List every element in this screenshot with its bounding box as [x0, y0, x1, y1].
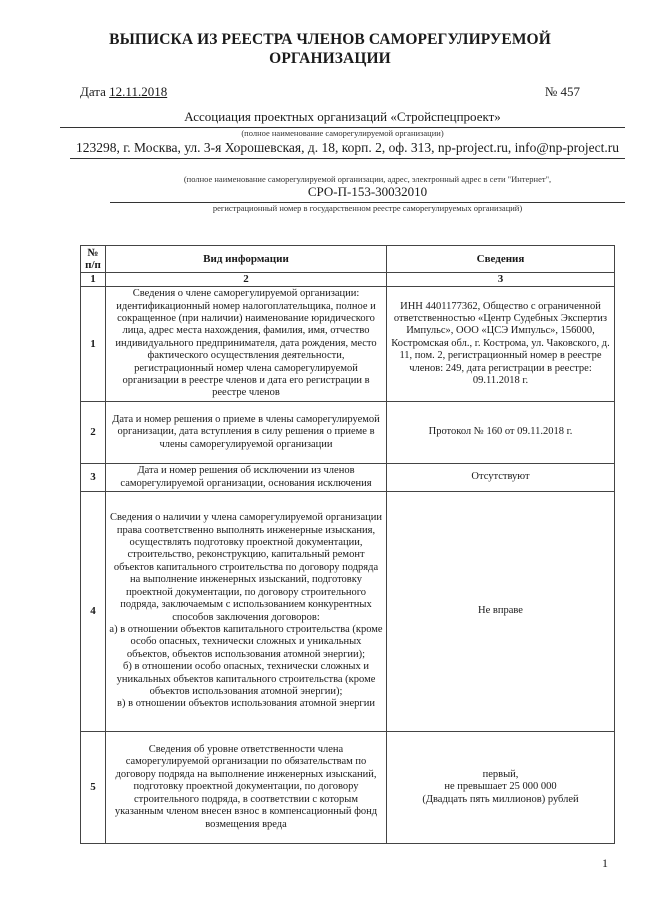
- table-header-row: [81, 246, 615, 273]
- row-info-a: а) в отношении объектов капитального строительства (кроме особо опасных, технически сложных и уникальных объектов, объектов использования атомной энергии);: [109, 623, 383, 660]
- row-info-b: б) в отношении особо опасных, технически сложных и уникальных объектов капитального строительства (кроме объектов использования атомной энергии);: [116, 661, 376, 697]
- org-name-caption: (полное наименование саморегулируемой организации): [241, 128, 444, 138]
- row-value: ИНН 4401177362, Общество с ограниченной ответственностью «Центр Судебных Экспертиз Импульс», ООО «ЦСЭ Импульс», 156000, Костромская обл., г. Кострома, ул. Чаковского, д. 11, пом. 2, регистрационный номер в реестре членов: 249, дата регистрации в реестре: 09.11.2018 г.: [387, 287, 615, 402]
- row-num: 5: [81, 732, 106, 844]
- row-value: Отсутствуют: [387, 464, 615, 492]
- row-value: Протокол № 160 от 09.11.2018 г.: [387, 402, 615, 464]
- row-num: 2: [81, 402, 106, 464]
- registry-number-caption: регистрационный номер в государственном реестре саморегулируемых организаций): [212, 203, 523, 213]
- row-num: 1: [81, 287, 106, 402]
- header-info-type: Вид информации: [106, 246, 387, 273]
- date-value: 12.11.2018: [109, 84, 168, 99]
- row-info: Дата и номер решения об исключении из членов саморегулируемой организации, основания исключения: [106, 464, 387, 492]
- address-caption: (полное наименование саморегулируемой организации, адрес, электронный адрес в сети "Интернет",: [183, 174, 552, 184]
- liability-level: первый,: [482, 768, 519, 780]
- index-cell: 1: [81, 273, 106, 287]
- table-row: [81, 464, 615, 492]
- row-info-main: Сведения о наличии у члена саморегулируемой организации права соответственно выполнять инженерные изыскания, осуществлять подготовку проектной документации, строительство, реконструкцию, капитальный ремонт объектов капитального строительства по договору подряда на выполнение инженерных изысканий, подготовку проектной документации, по договору строительного подряда, заключаемым с использованием конкурентных способов заключения договоров:: [110, 512, 382, 623]
- index-cell: 3: [387, 273, 615, 287]
- header-num: № п/п: [81, 246, 106, 273]
- table-row: [81, 287, 615, 402]
- row-info: [106, 492, 387, 732]
- liability-limit: не превышает 25 000 000: [444, 781, 557, 793]
- document-title: ВЫПИСКА ИЗ РЕЕСТРА ЧЛЕНОВ САМОРЕГУЛИРУЕМОЙ ОРГАНИЗАЦИИ: [109, 31, 551, 67]
- org-name: Ассоциация проектных организаций «Стройспецпроект»: [60, 109, 625, 128]
- row-value: Не вправе: [387, 492, 615, 732]
- table-index-row: [81, 273, 615, 287]
- header-details: Сведения: [387, 246, 615, 273]
- document-date: [80, 84, 167, 100]
- table-row: [81, 732, 615, 844]
- row-num: 3: [81, 464, 106, 492]
- registry-number: СРО-П-153-30032010: [110, 184, 625, 203]
- table-row: [81, 402, 615, 464]
- row-info-c: в) в отношении объектов использования атомной энергии: [117, 698, 375, 710]
- row-num: 4: [81, 492, 106, 732]
- org-address: 123298, г. Москва, ул. 3-я Хорошевская, д. 18, корп. 2, оф. 313, np-project.ru, info@np-project.ru: [70, 140, 625, 159]
- page-number: 1: [602, 856, 608, 870]
- row-info: Сведения о члене саморегулируемой организации: идентификационный номер налогоплательщика, полное и сокращенное (при наличии) наименование юридического лица, адрес места нахождения, фамилия, имя, отчество индивидуального предпринимателя, дата рождения, место фактического осуществления деятельности, регистрационный номер члена саморегулируемой организации в реестре членов и дата его регистрации в реестре членов: [106, 287, 387, 402]
- document-number: [545, 84, 580, 100]
- registry-table: [80, 245, 615, 844]
- liability-limit-words: (Двадцать пять миллионов) рублей: [422, 793, 579, 805]
- number-label: №: [544, 84, 558, 99]
- row-info: Сведения об уровне ответственности члена саморегулируемой организации по обязательствам по договору подряда на выполнение инженерных изысканий, подготовку проектной документации, по договору строительного подряда, в соответствии с которым указанным членом внесен взнос в компенсационный фонд возмещения вреда: [106, 732, 387, 844]
- index-cell: 2: [106, 273, 387, 287]
- table-row: [81, 492, 615, 732]
- number-value: 457: [560, 84, 580, 99]
- date-label: Дата: [80, 84, 106, 99]
- row-value: [387, 732, 615, 844]
- row-info: Дата и номер решения о приеме в члены саморегулируемой организации, дата вступления в силу решения о приеме в члены саморегулируемой организации: [106, 402, 387, 464]
